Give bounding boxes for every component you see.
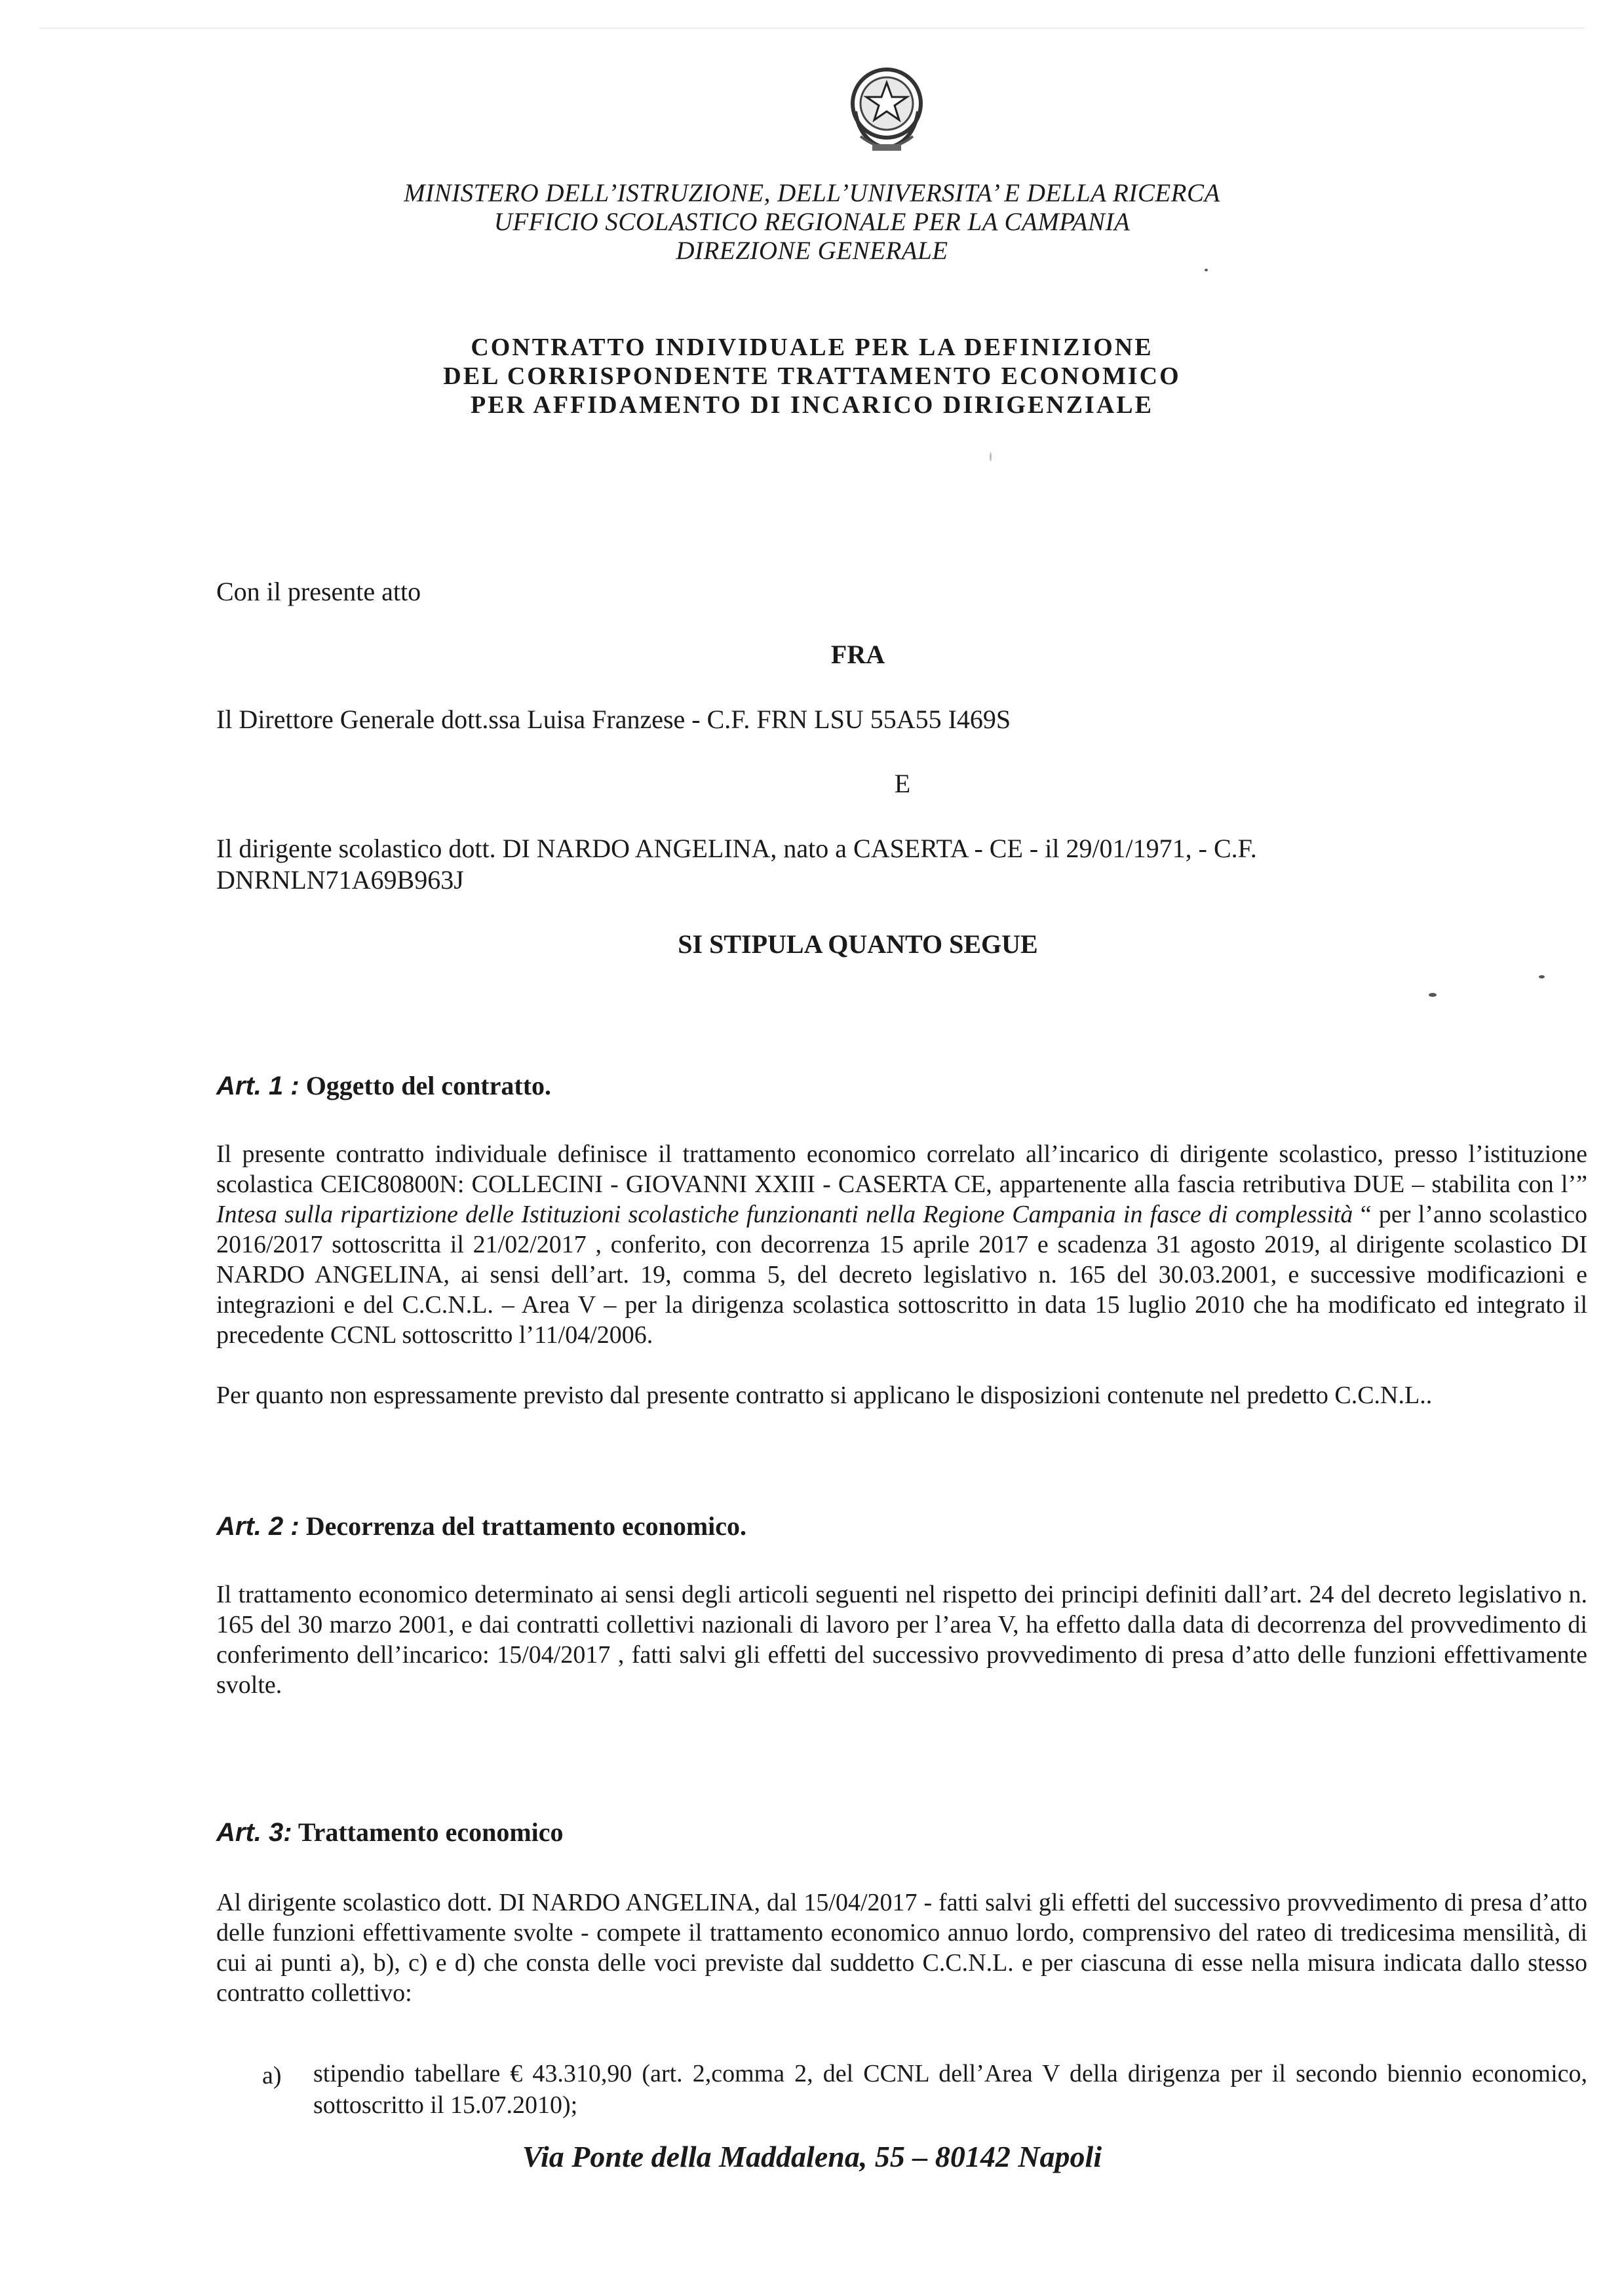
e-label: E (894, 769, 911, 798)
scan-speck (1205, 269, 1208, 271)
intro-text: Con il presente atto (216, 577, 421, 606)
art3-item-a-text: stipendio tabellare € 43.310,90 (art. 2,comma 2, del CCNL dell’Area V della dirigenza per il secondo biennio economico, sottoscritto il 15.07.2010); (313, 2060, 1587, 2119)
footer-address: Via Ponte della Maddalena, 55 – 80142 Napoli (522, 2140, 1102, 2173)
art2-paragraph-1: Il trattamento economico determinato ai sensi degli articoli seguenti nel rispetto dei principi definiti dall’art. 24 del decreto legislativo n. 165 del 30 marzo 2001, e dai contratti collettivi nazionali di lavoro per l’area V, ha effetto dalla data di decorrenza del provvedimento di conferimento dell’incarico: 15/04/2017 , fatti salvi gli effetti del successivo provvedimento di presa d’atto delle funzioni effettivamente svolte. (216, 1581, 1587, 1699)
art3-number: Art. 3: (216, 1818, 292, 1847)
fra-label: FRA (830, 640, 885, 669)
scan-edge-line (39, 28, 1585, 29)
scan-speck (1539, 975, 1545, 978)
scan-speck (1429, 993, 1437, 997)
art3-title: Trattamento economico (298, 1817, 564, 1847)
scan-speck (990, 452, 992, 461)
party-director-general: Il Direttore Generale dott.ssa Luisa Franzese - C.F. FRN LSU 55A55 I469S (216, 705, 1011, 734)
ministry-header-line-3: DIREZIONE GENERALE (676, 237, 948, 265)
si-stipula-heading: SI STIPULA QUANTO SEGUE (678, 929, 1038, 959)
art1-p1-a: Il presente contratto individuale definisce il trattamento economico correlato all’incarico di dirigente scolastico, presso l’istituzione scolastica CEIC80800N: COLLECINI - GIOVANNI XXIII - CASERTA CE, appartenente alla fascia retributiva DUE – stabilita con l’” (216, 1140, 1587, 1198)
contract-title-line-1: CONTRATTO INDIVIDUALE PER LA DEFINIZIONE (471, 334, 1153, 361)
italian-republic-emblem-icon (841, 59, 933, 157)
ministry-header-line-2: UFFICIO SCOLASTICO REGIONALE PER LA CAMPANIA (493, 208, 1131, 236)
art3-paragraph-1: Al dirigente scolastico dott. DI NARDO ANGELINA, dal 15/04/2017 - fatti salvi gli effetti del successivo provvedimento di presa d’atto delle funzioni effettivamente svolte - compete il trattamento economico annuo lordo, comprensivo del rateo di tredicesima mensilità, di cui ai punti a), b), c) e d) che consta delle voci previste dal suddetto C.C.N.L. e per ciascuna di esse nella misura indicata dallo stesso contratto collettivo: (216, 1889, 1587, 2007)
art1-number: Art. 1 : (216, 1072, 300, 1100)
art2-title: Decorrenza del trattamento economico. (305, 1511, 747, 1541)
contract-title-line-2: DEL CORRISPONDENTE TRATTAMENTO ECONOMICO (443, 362, 1181, 390)
contract-title-line-3: PER AFFIDAMENTO DI INCARICO DIRIGENZIALE (471, 391, 1153, 419)
art1-p1-b: “ per l’anno scolastico 2016/2017 sottoscritta il 21/02/2017 , conferito, con decorrenza 15 aprile 2017 e scadenza 31 agosto 2019, al dirigente scolastico DI NARDO ANGELINA, ai sensi dell’art. 19, comma 5, del decreto legislativo n. 165 del 30.03.2001, e successive modificazioni e integrazioni e del C.C.N.L. – Area V – per la dirigenza scolastica sottoscritto in data 15 luglio 2010 che ha modificato ed integrato il precedente CCNL sottoscritto l’11/04/2006. (216, 1201, 1587, 1349)
art2-heading (216, 1511, 746, 1541)
art1-p1-italic: Intesa sulla ripartizione delle Istituzioni scolastiche funzionanti nella Regione Campania in fasce di complessità (216, 1201, 1353, 1228)
art2-number: Art. 2 : (216, 1512, 300, 1541)
party-school-director-line-2: DNRNLN71A69B963J (216, 865, 464, 895)
art1-title: Oggetto del contratto. (305, 1071, 552, 1100)
art3-item-a-label: a) (262, 2062, 282, 2089)
party-school-director-line-1: Il dirigente scolastico dott. DI NARDO ANGELINA, nato a CASERTA - CE - il 29/01/1971, - C.F. (216, 834, 1257, 863)
art1-paragraph-1 (216, 1139, 1587, 1350)
ministry-header-line-1: MINISTERO DELL’ISTRUZIONE, DELL’UNIVERSITA’ E DELLA RICERCA (404, 179, 1220, 207)
art1-paragraph-2: Per quanto non espressamente previsto dal presente contratto si applicano le disposizioni contenute nel predetto C.C.N.L.. (216, 1382, 1433, 1409)
art1-heading (216, 1070, 551, 1101)
art3-heading (216, 1817, 564, 1848)
